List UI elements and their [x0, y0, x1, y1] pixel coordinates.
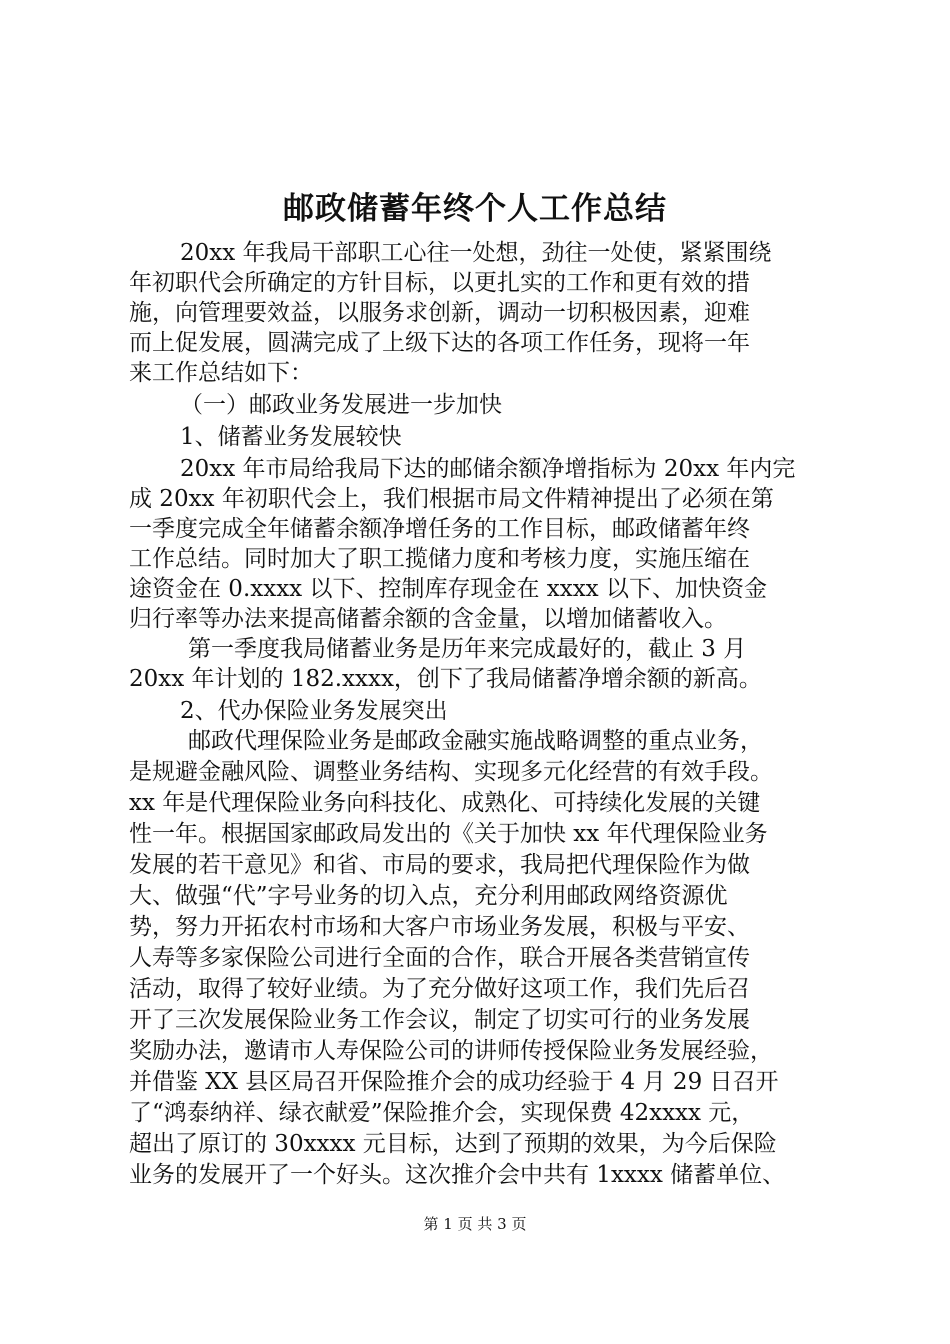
body-line: 来工作总结如下：	[129, 360, 313, 386]
body-line: 是规避金融风险、调整业务结构、实现多元化经营的有效手段。	[129, 759, 773, 785]
body-line: 20xx 年我局干部职工心往一处想，劲往一处使，紧紧围绕	[180, 240, 772, 266]
subsection-heading: 1、储蓄业务发展较快	[180, 424, 402, 450]
body-line: 工作总结。同时加大了职工揽储力度和考核力度，实施压缩在	[129, 546, 750, 572]
section-heading: （一）邮政业务发展进一步加快	[180, 392, 502, 418]
body-line: 了“鸿泰纳祥、绿衣献爱”保险推介会，实现保费 42xxxx 元，	[129, 1100, 755, 1126]
body-line: 成 20xx 年初职代会上，我们根据市局文件精神提出了必须在第	[129, 486, 774, 512]
body-line: 20xx 年计划的 182.xxxx，创下了我局储蓄净增余额的新高。	[129, 666, 762, 692]
subsection-heading: 2、代办保险业务发展突出	[180, 698, 448, 724]
page-number-footer: 第 1 页 共 3 页	[423, 1215, 527, 1233]
body-line: 势，努力开拓农村市场和大客户市场业务发展，积极与平安、	[129, 914, 750, 940]
body-line: 邮政代理保险业务是邮政金融实施战略调整的重点业务，	[188, 728, 763, 754]
body-line: xx 年是代理保险业务向科技化、成熟化、可持续化发展的关键	[129, 790, 761, 816]
body-line: 归行率等办法来提高储蓄余额的含金量，以增加储蓄收入。	[129, 606, 727, 632]
body-line: 超出了原订的 30xxxx 元目标，达到了预期的效果，为今后保险	[129, 1131, 777, 1157]
body-line: 人寿等多家保险公司进行全面的合作，联合开展各类营销宣传	[129, 945, 750, 971]
body-line: 第一季度我局储蓄业务是历年来完成最好的，截止 3 月	[188, 636, 747, 662]
body-line: 开了三次发展保险业务工作会议，制定了切实可行的业务发展	[129, 1007, 750, 1033]
body-line: 途资金在 0.xxxx 以下、控制库存现金在 xxxx 以下、加快资金	[129, 576, 767, 602]
body-line: 而上促发展，圆满完成了上级下达的各项工作任务，现将一年	[129, 330, 750, 356]
body-line: 大、做强“代”字号业务的切入点，充分利用邮政网络资源优	[129, 883, 728, 909]
body-line: 发展的若干意见》和省、市局的要求，我局把代理保险作为做	[129, 852, 750, 878]
body-line: 活动，取得了较好业绩。为了充分做好这项工作，我们先后召	[129, 976, 750, 1002]
body-line: 奖励办法，邀请市人寿保险公司的讲师传授保险业务发展经验，	[129, 1038, 773, 1064]
body-line: 20xx 年市局给我局下达的邮储余额净增指标为 20xx 年内完	[180, 456, 796, 482]
body-line: 年初职代会所确定的方针目标，以更扎实的工作和更有效的措	[129, 270, 750, 296]
body-line: 施，向管理要效益，以服务求创新，调动一切积极因素，迎难	[129, 300, 750, 326]
body-line: 一季度完成全年储蓄余额净增任务的工作目标，邮政储蓄年终	[129, 516, 750, 542]
body-line: 业务的发展开了一个好头。这次推介会中共有 1xxxx 储蓄单位、	[129, 1162, 786, 1188]
body-line: 性一年。根据国家邮政局发出的《关于加快 xx 年代理保险业务	[129, 821, 768, 847]
page-title: 邮政储蓄年终个人工作总结	[283, 191, 667, 227]
body-line: 并借鉴 XX 县区局召开保险推介会的成功经验于 4 月 29 日召开	[129, 1069, 779, 1095]
